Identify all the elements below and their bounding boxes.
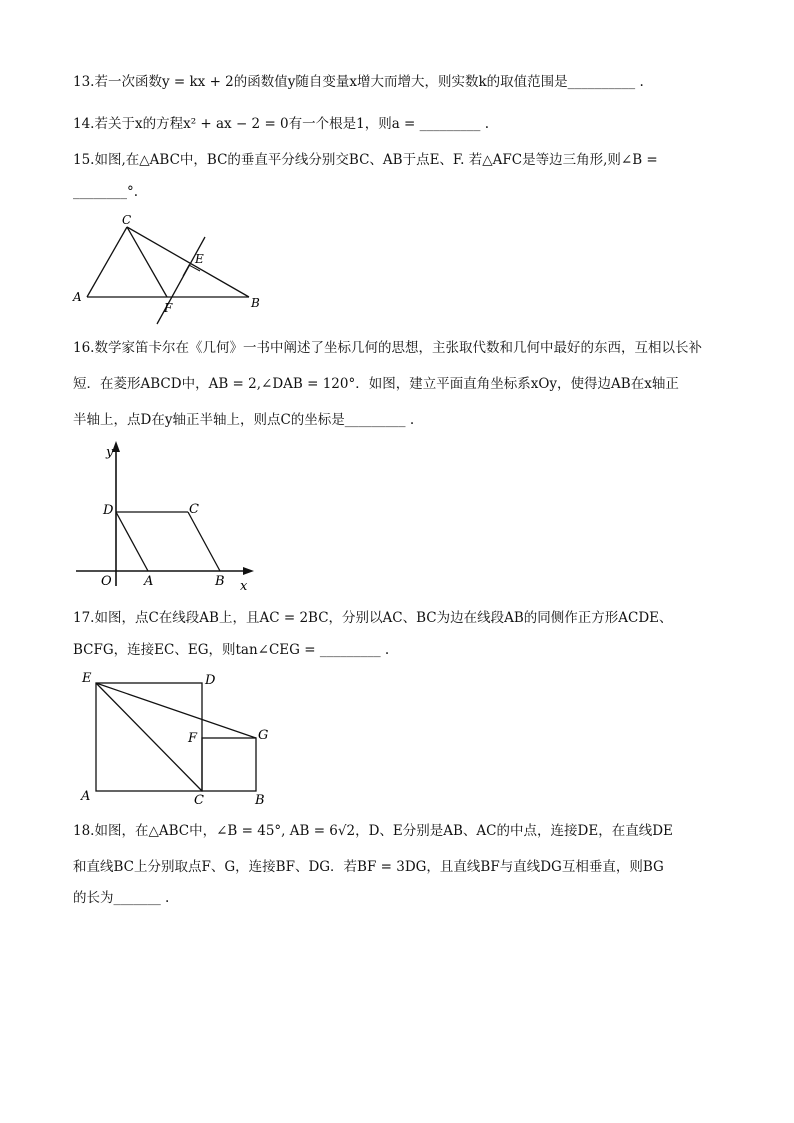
fig15-label-f: F [164, 301, 173, 315]
fig17-label-c: C [194, 793, 204, 808]
fig16-label-d: D [103, 503, 114, 518]
fig17-label-g: G [258, 728, 269, 743]
question-18-line-1: 18.如图，在△ABC中，∠B = 45°, AB = 6√2，D、E分别是AB、AC的中点，连接DE，在直线DE [73, 823, 673, 839]
question-13: 13.若一次函数y = kx + 2的函数值y随自变量x增大而增大，则实数k的取值范围是__________ . [73, 74, 644, 90]
fig17-label-e: E [82, 671, 92, 686]
fig15-label-b: B [251, 296, 260, 310]
figure-17-squares [76, 668, 286, 810]
fig17-label-b: B [255, 793, 265, 808]
fig15-label-c: C [122, 213, 132, 227]
fig16-label-c: C [189, 502, 199, 517]
question-16-line-2: 短．在菱形ABCD中，AB = 2,∠DAB = 120°．如图，建立平面直角坐标系xOy，使得边AB在x轴正 [73, 376, 679, 392]
figure-16-coordinate-rhombus [68, 436, 268, 596]
question-18-line-3: 的长为_______ . [73, 890, 170, 906]
question-15-line-1: 15.如图,在△ABC中，BC的垂直平分线分别交BC、AB于点E、F. 若△AFC是等边三角形,则∠B = [73, 152, 658, 168]
question-18-line-2: 和直线BC上分别取点F、G，连接BF、DG．若BF = 3DG，且直线BF与直线DG互相垂直，则BG [73, 859, 664, 875]
fig15-label-e: E [195, 252, 204, 266]
question-17-line-1: 17.如图，点C在线段AB上，且AC = 2BC，分别以AC、BC为边在线段AB的同侧作正方形ACDE、 [73, 610, 673, 626]
figure-15-triangle [65, 212, 275, 332]
fig16-label-y: y [106, 445, 114, 460]
fig17-label-f: F [188, 731, 198, 746]
fig16-label-x: x [240, 579, 248, 594]
fig16-label-b: B [215, 574, 225, 589]
question-16-line-3: 半轴上，点D在y轴正半轴上，则点C的坐标是_________ . [73, 412, 415, 428]
fig16-label-o: O [101, 574, 112, 589]
fig17-label-a: A [81, 789, 91, 804]
fig17-label-d: D [205, 673, 216, 688]
fig15-label-a: A [73, 290, 82, 304]
question-17-line-2: BCFG，连接EC、EG，则tan∠CEG = _________ . [73, 642, 390, 658]
fig16-label-a: A [144, 574, 154, 589]
question-16-line-1: 16.数学家笛卡尔在《几何》一书中阐述了坐标几何的思想，主张取代数和几何中最好的东西，互相以长补 [73, 340, 702, 356]
question-15-line-2: ________°. [73, 184, 139, 200]
question-14: 14.若关于x的方程x² + ax − 2 = 0有一个根是1，则a = _________ . [73, 116, 489, 132]
